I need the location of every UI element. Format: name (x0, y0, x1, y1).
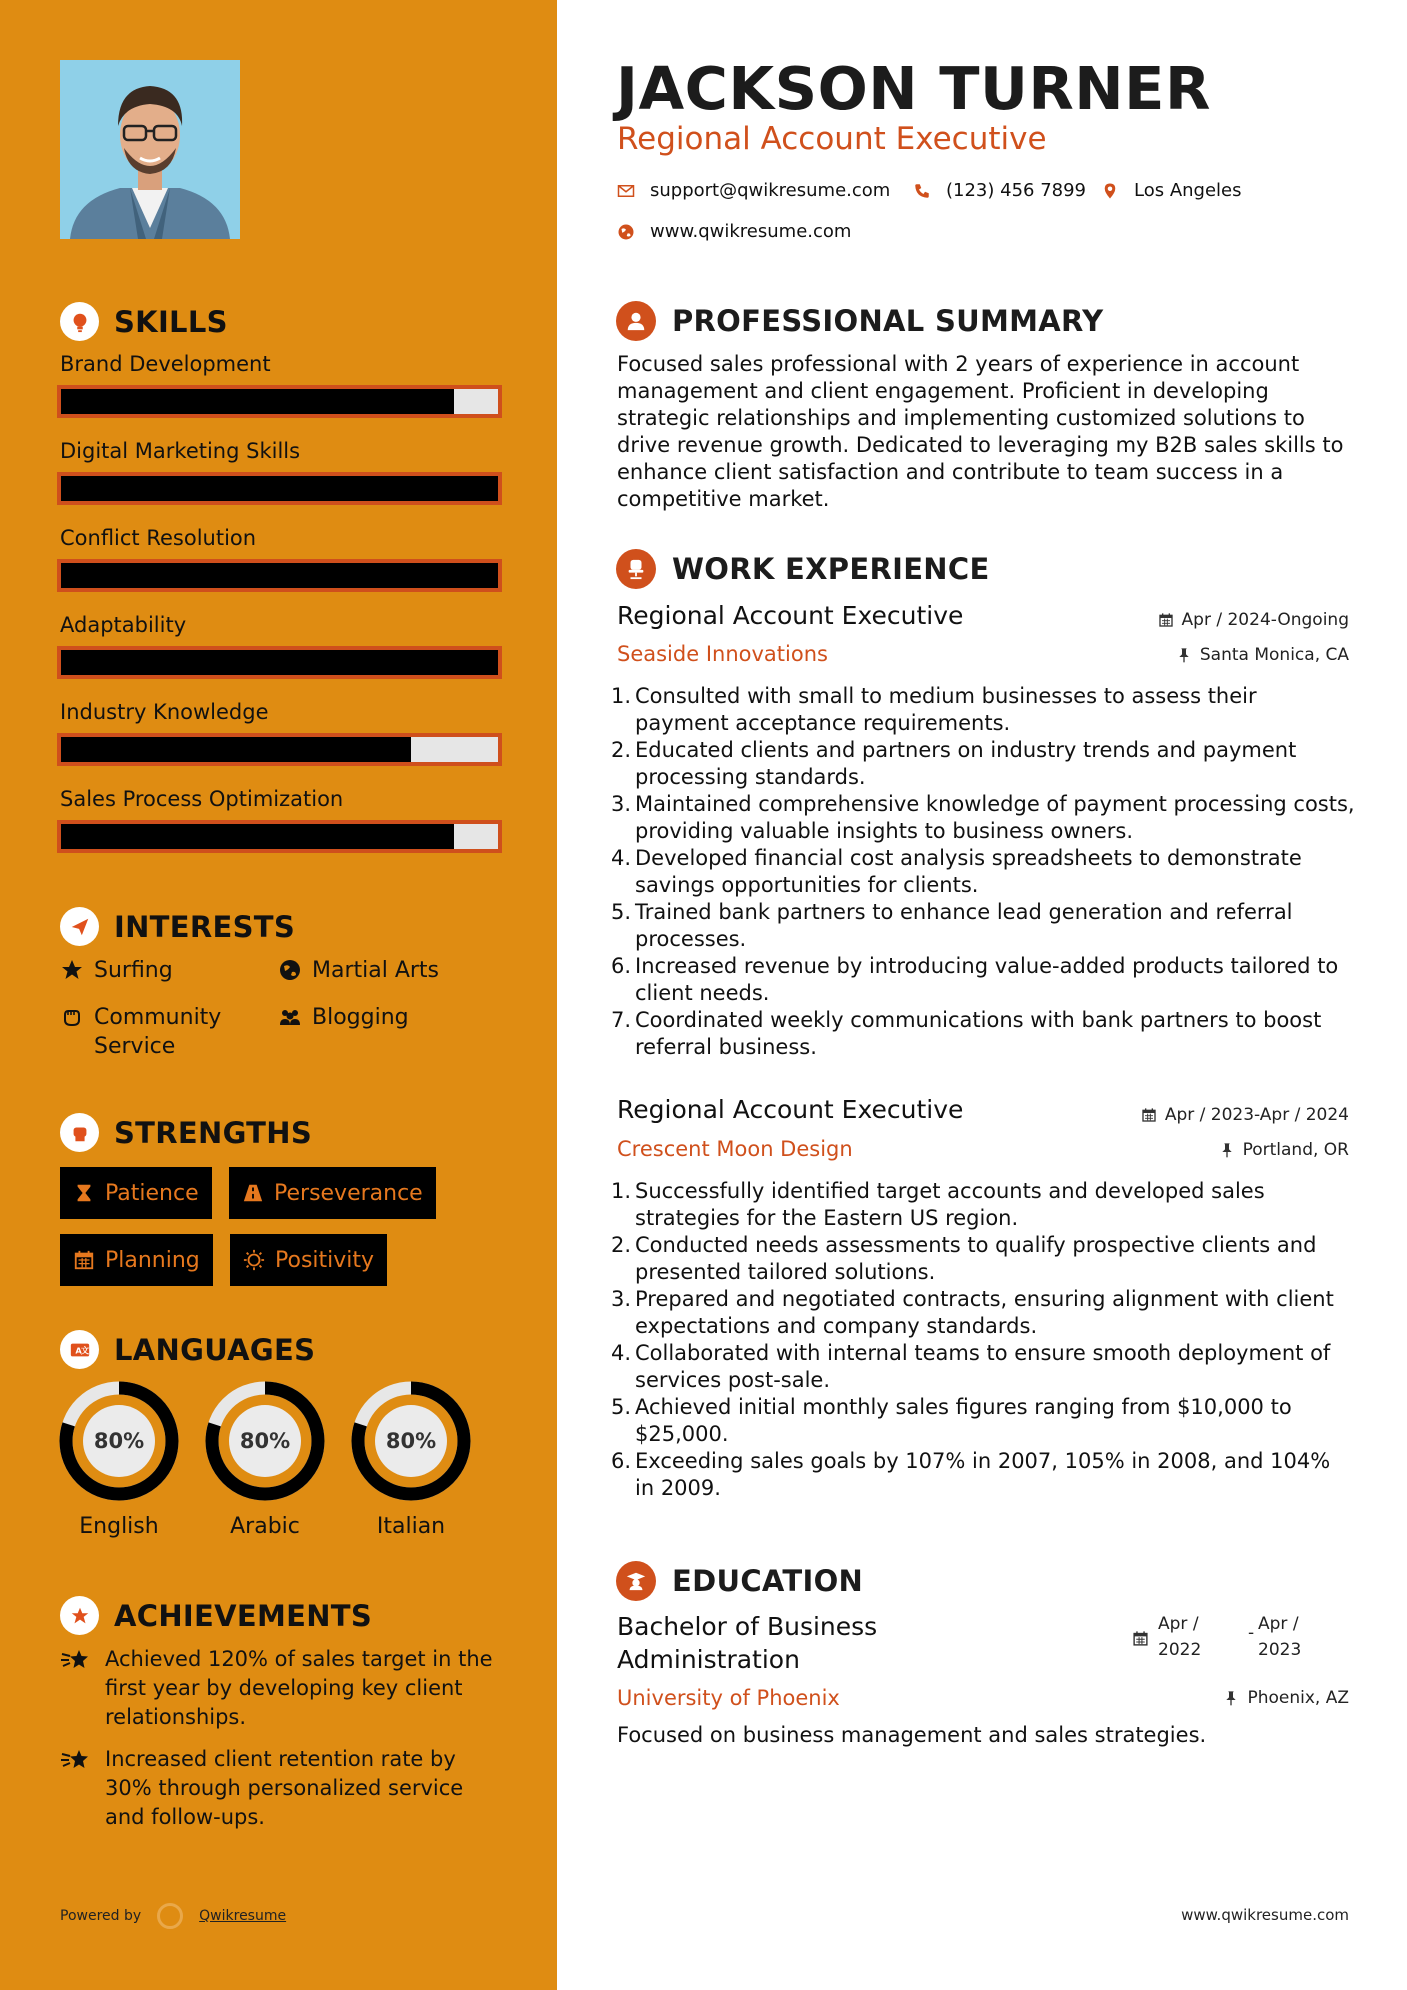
user-icon (616, 301, 656, 341)
job-dates-text: Apr / 2023-Apr / 2024 (1164, 1105, 1349, 1125)
qwikresume-link[interactable]: Qwikresume (199, 1908, 287, 1924)
email-text[interactable]: support@qwikresume.com (650, 180, 891, 201)
interests-title: INTERESTS (114, 909, 296, 944)
road-icon (242, 1182, 264, 1204)
skill-bar (57, 820, 502, 853)
education-end-date (1258, 1611, 1301, 1663)
strength-tag (229, 1167, 436, 1219)
education-start-month: Apr / (1158, 1614, 1199, 1634)
skill-level-fill (61, 563, 498, 588)
job-location (1219, 1140, 1349, 1160)
language-percent: 80% (385, 1429, 437, 1453)
experience-title: WORK EXPERIENCE (672, 552, 990, 586)
education-description: Focused on business management and sales strategies. (617, 1723, 1207, 1747)
star-icon (60, 958, 84, 982)
language-name: Italian (376, 1514, 446, 1539)
achievement-item (60, 1645, 500, 1732)
duty-item: Trained bank partners to enhance lead generation and referral processes. (635, 900, 1293, 951)
job-dates-text: Apr / 2024-Ongoing (1181, 610, 1349, 630)
job-company: Seaside Innovations (617, 642, 828, 666)
calendar-icon (1158, 612, 1174, 628)
users-icon (278, 1005, 302, 1029)
achievements-title: ACHIEVEMENTS (114, 1598, 373, 1633)
pushpin-icon (1219, 1142, 1235, 1158)
duty-item: Educated clients and partners on industry trends and payment processing standards. (635, 738, 1297, 789)
skill-bar (57, 733, 502, 766)
language-gauge (203, 1379, 327, 1539)
languages-heading (60, 1330, 315, 1369)
achievement-item (60, 1745, 500, 1832)
globe-icon (617, 223, 635, 241)
language-name: English (79, 1514, 159, 1539)
education-location-text: Phoenix, AZ (1247, 1688, 1349, 1708)
svg-text:A: A (74, 1345, 82, 1356)
education-start-date (1158, 1611, 1201, 1663)
skill-level-fill (61, 824, 454, 849)
strength-tag (60, 1234, 213, 1286)
hand-icon (60, 1005, 84, 1029)
education-title: EDUCATION (672, 1564, 864, 1598)
location-text: Los Angeles (1134, 180, 1242, 201)
skill-bar (57, 646, 502, 679)
strength-label: Planning (105, 1247, 200, 1273)
achievements-heading (60, 1596, 372, 1635)
office-chair-icon (616, 549, 656, 589)
education-location (1223, 1688, 1349, 1708)
interest-label: Martial Arts (312, 958, 440, 983)
interest-item (60, 956, 173, 985)
skill-level-fill (61, 650, 498, 675)
strengths-title: STRENGTHS (114, 1115, 313, 1150)
interest-item (60, 1003, 260, 1061)
duty-item: Conducted needs assessments to qualify prospective clients and presented tailored solutions. (635, 1233, 1317, 1284)
pushpin-icon (1223, 1690, 1239, 1706)
skill-level-fill (61, 389, 454, 414)
translate-icon (60, 1330, 99, 1369)
interest-item (278, 1003, 409, 1032)
calendar-icon (1141, 1107, 1157, 1123)
lightbulb-icon (60, 302, 99, 341)
skill-level-fill (61, 737, 411, 762)
language-percent: 80% (93, 1429, 145, 1453)
summary-heading (616, 301, 1103, 341)
skill-label: Sales Process Optimization (60, 787, 344, 811)
skill-label: Industry Knowledge (60, 700, 269, 724)
skill-bar (57, 472, 502, 505)
duty-item: Increased revenue by introducing value-added products tailored to client needs. (635, 954, 1339, 1005)
skill-label: Conflict Resolution (60, 526, 257, 550)
shooting-star-icon (60, 1646, 92, 1674)
duty-item: Coordinated weekly communications with bank partners to boost referral business. (635, 1008, 1322, 1059)
strength-tag (230, 1234, 387, 1286)
medal-star-icon (60, 1596, 99, 1635)
envelope-icon (617, 182, 635, 200)
skill-label: Adaptability (60, 613, 187, 637)
skills-title: SKILLS (114, 304, 228, 339)
language-gauge (57, 1379, 181, 1539)
summary-title: PROFESSIONAL SUMMARY (672, 304, 1104, 338)
duty-item: Prepared and negotiated contracts, ensuring alignment with client expectations and company standards. (635, 1287, 1334, 1338)
education-school: University of Phoenix (617, 1686, 840, 1710)
duty-item: Exceeding sales goals by 107% in 2007, 105% in 2008, and 104% in 2009. (635, 1449, 1331, 1500)
pushpin-icon (1176, 647, 1192, 663)
job-duties-list (635, 1178, 1355, 1502)
job-dates (1158, 610, 1349, 630)
contact-email (617, 180, 890, 201)
phone-icon (913, 182, 931, 200)
education-date-separator: - (1248, 1623, 1255, 1643)
education-heading (616, 1561, 863, 1601)
job-location-text: Portland, OR (1242, 1140, 1349, 1160)
candidate-name: JACKSON TURNER (616, 54, 1211, 123)
experience-heading (616, 549, 990, 589)
duty-item: Successfully identified target accounts and developed sales strategies for the Eastern US region. (635, 1179, 1265, 1230)
achievement-text: Increased client retention rate by 30% through personalized service and follow-ups. (105, 1747, 464, 1829)
education-end-month: Apr / (1258, 1614, 1299, 1634)
powered-by (60, 1903, 286, 1929)
website-text[interactable]: www.qwikresume.com (650, 221, 852, 242)
skill-label: Brand Development (60, 352, 271, 376)
globe-icon (278, 958, 302, 982)
phone-text: (123) 456 7899 (946, 180, 1087, 201)
duty-item: Achieved initial monthly sales figures ranging from $10,000 to $25,000. (635, 1395, 1292, 1446)
contact-location (1101, 180, 1242, 201)
skill-bar (57, 385, 502, 418)
skill-bar (57, 559, 502, 592)
sun-icon (243, 1249, 265, 1271)
duty-item: Collaborated with internal teams to ensure smooth deployment of services post-sale. (635, 1341, 1331, 1392)
contact-website (617, 221, 851, 242)
candidate-role: Regional Account Executive (617, 121, 1047, 157)
interest-label: Surfing (94, 958, 173, 983)
skills-heading (60, 302, 228, 341)
qwikresume-logo-icon (157, 1903, 183, 1929)
paper-plane-icon (60, 907, 99, 946)
interest-label: Blogging (312, 1005, 409, 1030)
language-gauge (349, 1379, 473, 1539)
skill-label: Digital Marketing Skills (60, 439, 301, 463)
profile-photo (60, 60, 240, 239)
job-duties-list (635, 683, 1355, 1061)
education-end-year: 2023 (1258, 1640, 1302, 1660)
strength-tag (60, 1167, 212, 1219)
interest-item (278, 956, 439, 985)
education-start-year: 2022 (1158, 1640, 1202, 1660)
fist-icon (60, 1113, 99, 1152)
education-degree: Bachelor of Business Administration (617, 1612, 878, 1674)
graduate-icon (616, 1561, 656, 1601)
job-location (1176, 645, 1349, 665)
language-name: Arabic (230, 1514, 300, 1539)
languages-title: LANGUAGES (114, 1332, 316, 1367)
shooting-star-icon (60, 1746, 92, 1774)
job-title: Regional Account Executive (617, 601, 964, 630)
hourglass-icon (73, 1182, 95, 1204)
job-location-text: Santa Monica, CA (1199, 645, 1349, 665)
duty-item: Developed financial cost analysis spreadsheets to demonstrate savings opportunities for clients. (635, 846, 1302, 897)
skill-level-fill (61, 476, 498, 501)
job-company: Crescent Moon Design (617, 1137, 853, 1161)
map-pin-icon (1101, 182, 1119, 200)
calendar-icon (1132, 1630, 1149, 1647)
calendar-icon (73, 1249, 95, 1271)
strength-label: Perseverance (274, 1180, 423, 1206)
svg-text:文: 文 (80, 1345, 89, 1356)
contact-phone (913, 180, 1086, 201)
language-percent: 80% (239, 1429, 291, 1453)
duty-item: Maintained comprehensive knowledge of payment processing costs, providing valuable insights to business owners. (635, 792, 1355, 843)
sidebar (0, 0, 557, 1990)
powered-by-label: Powered by (60, 1908, 142, 1924)
interests-heading (60, 907, 295, 946)
strength-label: Positivity (275, 1247, 375, 1273)
footer-website[interactable]: www.qwikresume.com (1181, 1906, 1349, 1924)
duty-item: Consulted with small to medium businesses to assess their payment acceptance requirements. (635, 684, 1257, 735)
job-title: Regional Account Executive (617, 1095, 964, 1124)
job-dates (1141, 1105, 1349, 1125)
interest-label: Community Service (94, 1005, 222, 1059)
strength-label: Patience (105, 1180, 199, 1206)
summary-text: Focused sales professional with 2 years of experience in account management and client engagement. Proficient in developing strategic relationships and implementing customized solutions to drive revenue growth. Dedicated to leveraging my B2B sales skills to enhance client satisfaction and contribute to team success in a competitive market. (617, 352, 1344, 511)
strengths-heading (60, 1113, 312, 1152)
achievement-text: Achieved 120% of sales target in the first year by developing key client relationships. (105, 1647, 493, 1729)
